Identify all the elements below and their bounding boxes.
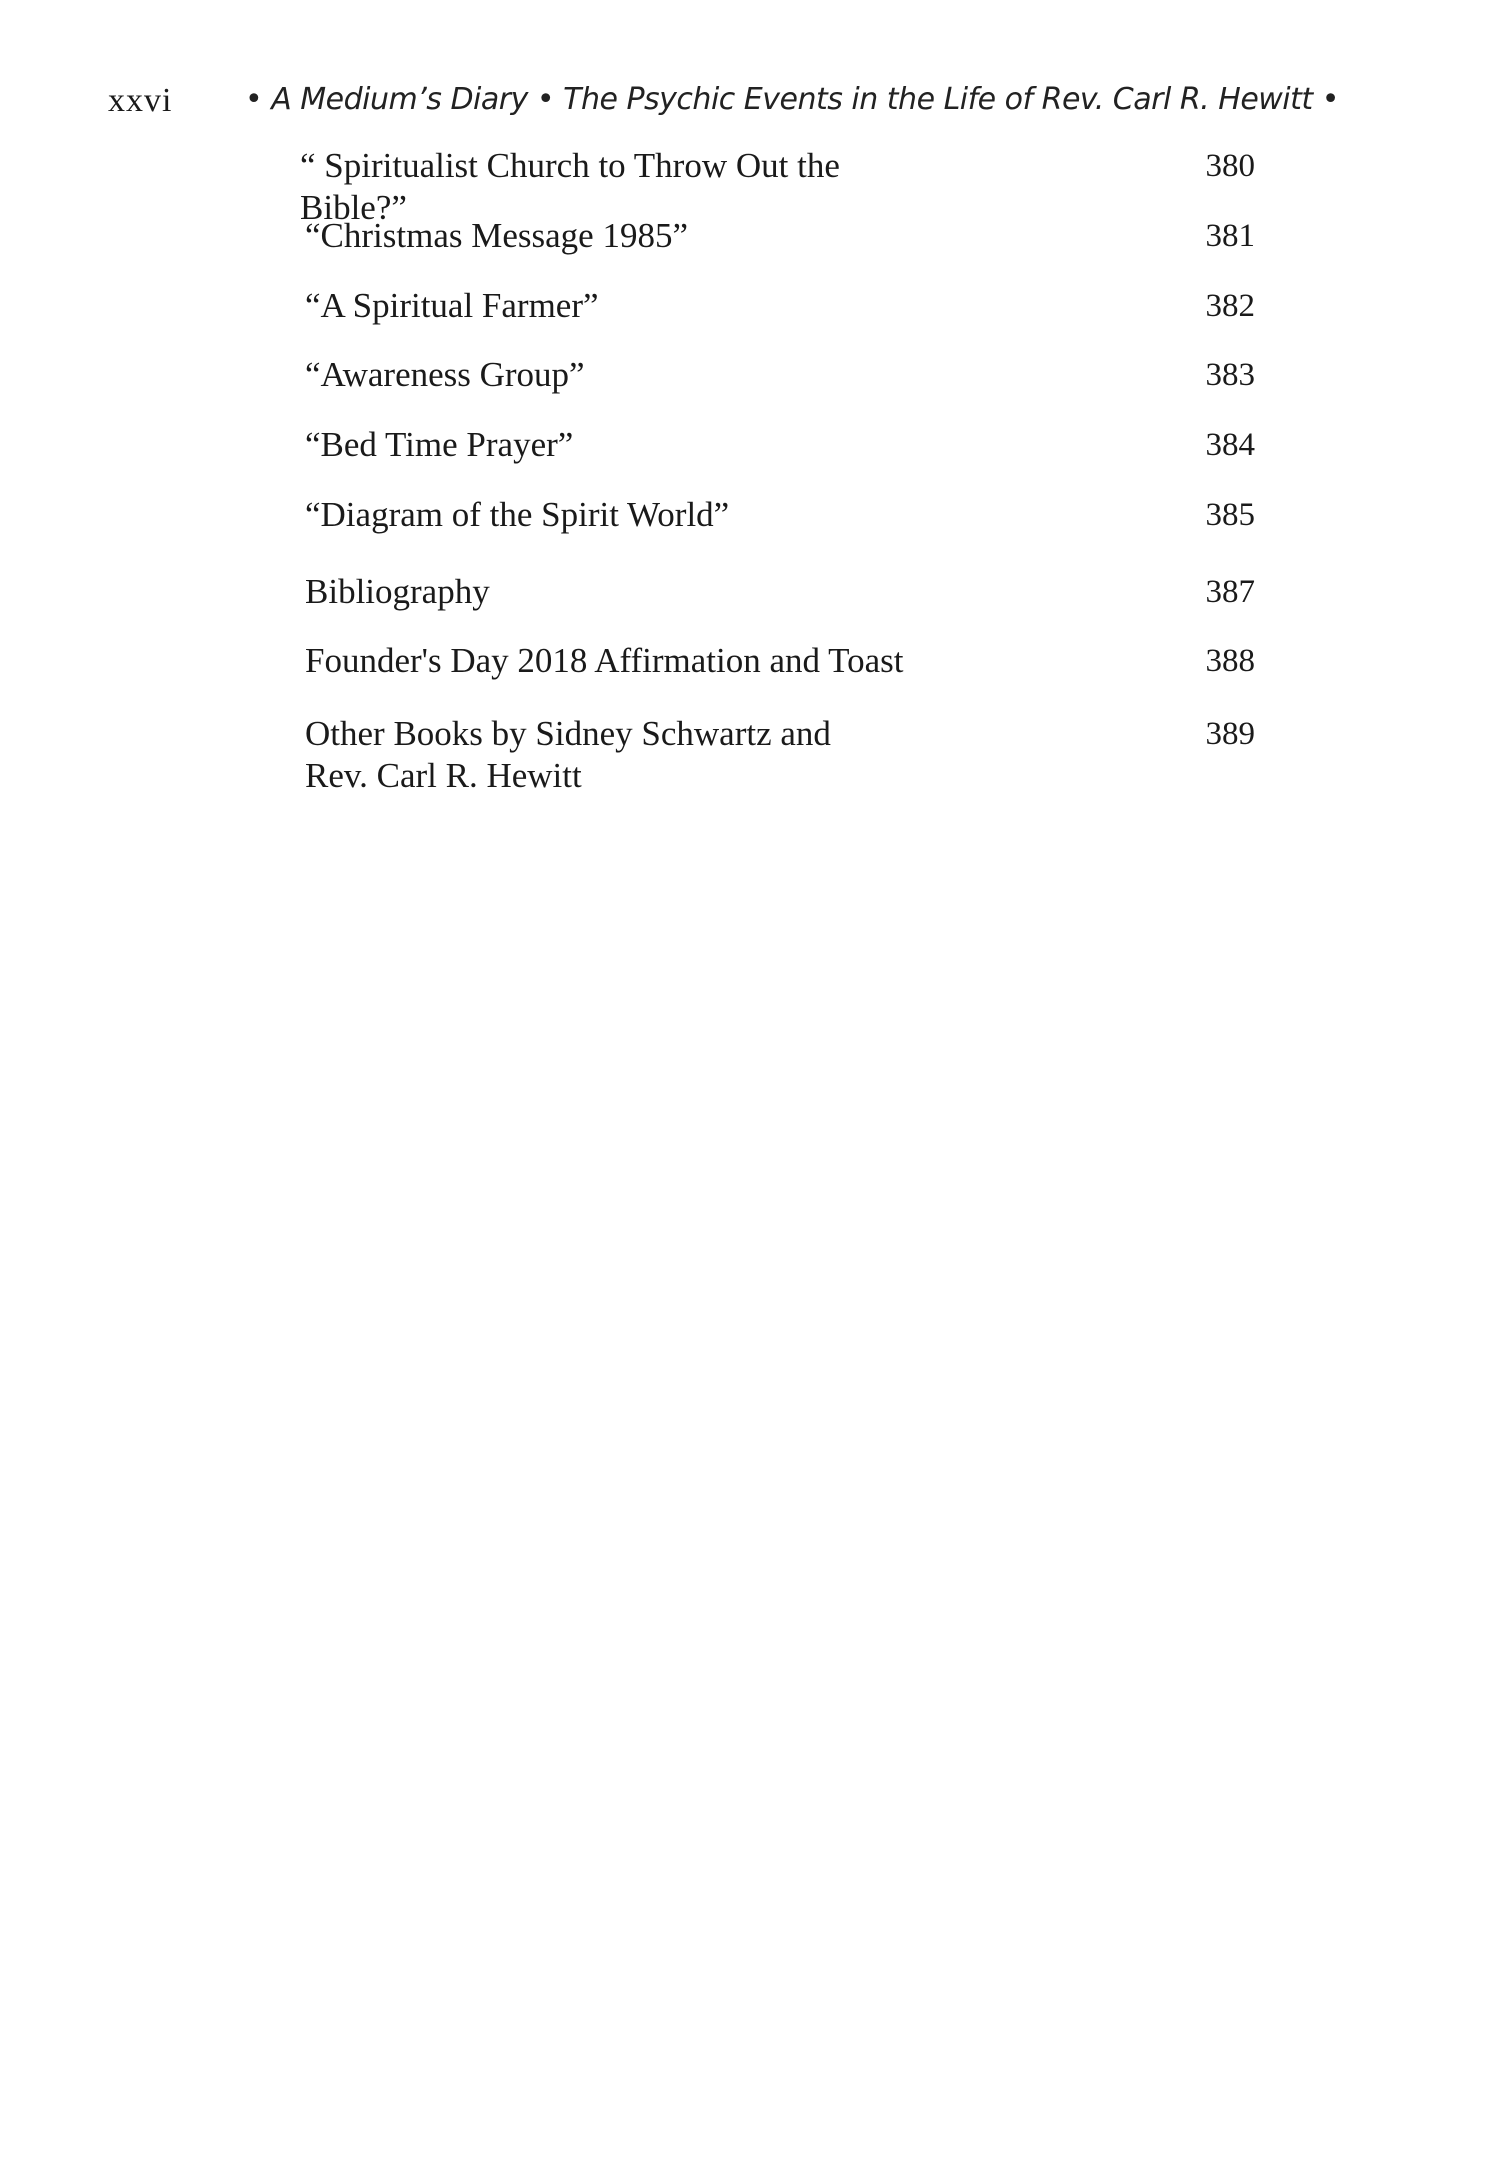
toc-entry	[305, 424, 1255, 466]
toc-entry-page: 383	[1205, 357, 1255, 393]
toc-entry-title: “Christmas Message 1985”	[305, 216, 688, 255]
toc-entry-title: Bibliography	[305, 572, 490, 611]
toc-entry-title: “A Spiritual Farmer”	[305, 286, 599, 325]
toc-entry	[305, 640, 1255, 682]
toc-entry	[305, 494, 1255, 536]
toc-entry-title: “Bed Time Prayer”	[305, 425, 574, 464]
toc-entry-page: 384	[1205, 427, 1255, 463]
toc-entry-page: 387	[1205, 574, 1255, 610]
toc-entry-title: “Awareness Group”	[305, 355, 585, 394]
toc-entry-title: “Diagram of the Spirit World”	[305, 495, 730, 534]
toc-entry-title: Other Books by Sidney Schwartz and Rev. Carl R. Hewitt	[305, 714, 831, 795]
page-number: xxvi	[108, 82, 173, 119]
toc-entry	[305, 285, 1255, 327]
toc-entry-page: 385	[1205, 497, 1255, 533]
toc-entry	[305, 713, 1255, 797]
toc-entry-page: 382	[1205, 288, 1255, 324]
running-head: • A Medium’s Diary • The Psychic Events in the Life of Rev. Carl R. Hewitt •	[245, 82, 1339, 117]
toc-entry	[305, 215, 1255, 257]
toc-entry-page: 381	[1205, 218, 1255, 254]
toc-entry-page: 388	[1205, 643, 1255, 679]
toc-entry	[305, 571, 1255, 613]
toc-entry	[305, 354, 1255, 396]
toc-entry-title: “ Spiritualist Church to Throw Out the Bible?”	[300, 146, 840, 227]
toc-entry-page: 389	[1205, 716, 1255, 752]
toc-entry-title: Founder's Day 2018 Affirmation and Toast	[305, 641, 904, 680]
toc-entry-page: 380	[1205, 148, 1255, 184]
